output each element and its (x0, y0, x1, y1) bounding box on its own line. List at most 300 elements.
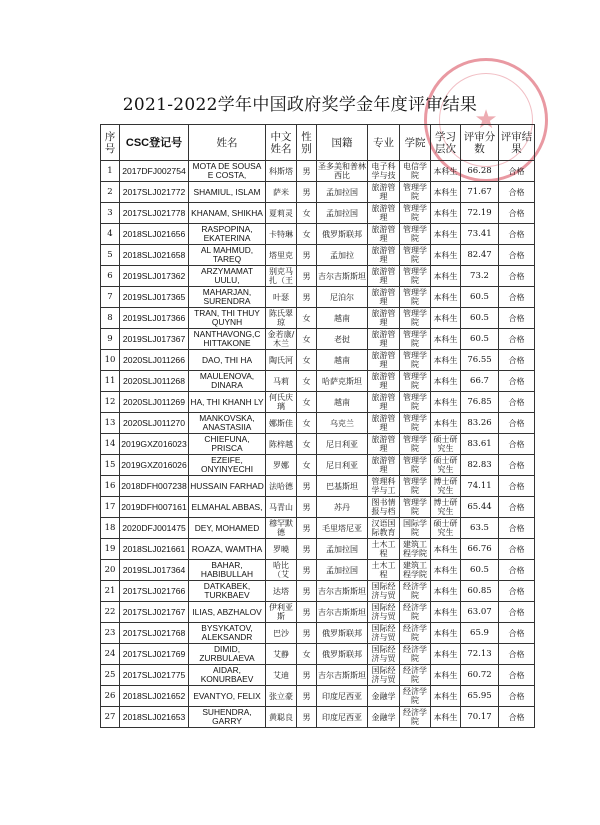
row-index-cell: 20 (101, 560, 120, 581)
result-cell: 合格 (499, 182, 535, 203)
nationality-cell: 苏丹 (317, 497, 368, 518)
study-level-cell: 本科生 (431, 665, 461, 686)
name-cell: EVANTYO, FELIX (189, 686, 266, 707)
table-row (101, 203, 535, 224)
name-cell: SUHENDRA, GARRY (189, 707, 266, 728)
college-cell: 电信学院 (400, 161, 431, 182)
name-cell: BYSYKATOV, ALEKSANDR (189, 623, 266, 644)
row-index-cell: 5 (101, 245, 120, 266)
result-cell: 合格 (499, 308, 535, 329)
results-table (100, 124, 535, 728)
gender-cell: 男 (297, 266, 317, 287)
nationality-cell: 孟加拉国 (317, 203, 368, 224)
score-cell: 72.19 (461, 203, 499, 224)
major-cell: 旅游管理 (368, 371, 400, 392)
csc-number-cell: 2019GXZ016023 (120, 434, 189, 455)
name-cell: ILIAS, ABZHALOV (189, 602, 266, 623)
header-gender: 性别 (297, 125, 317, 161)
score-cell: 74.11 (461, 476, 499, 497)
study-level-cell: 本科生 (431, 581, 461, 602)
result-cell: 合格 (499, 287, 535, 308)
chinese-name-cell: 罗娜 (266, 455, 297, 476)
result-cell: 合格 (499, 224, 535, 245)
score-cell: 70.17 (461, 707, 499, 728)
score-cell: 60.5 (461, 287, 499, 308)
chinese-name-cell: 金若康/木兰 (266, 329, 297, 350)
major-cell: 国际经济与贸 (368, 665, 400, 686)
name-cell: CHIEFUNA, PRISCA (189, 434, 266, 455)
table-row (101, 308, 535, 329)
major-cell: 旅游管理 (368, 287, 400, 308)
college-cell: 经济学院 (400, 581, 431, 602)
major-cell: 管理科学与工 (368, 476, 400, 497)
gender-cell: 女 (297, 224, 317, 245)
study-level-cell: 本科生 (431, 161, 461, 182)
major-cell: 国际经济与贸 (368, 644, 400, 665)
table-row (101, 581, 535, 602)
name-cell: EZEIFE, ONYINYECHI (189, 455, 266, 476)
college-cell: 管理学院 (400, 266, 431, 287)
header-score: 评审分数 (461, 125, 499, 161)
row-index-cell: 7 (101, 287, 120, 308)
college-cell: 经济学院 (400, 602, 431, 623)
study-level-cell: 本科生 (431, 560, 461, 581)
major-cell: 旅游管理 (368, 224, 400, 245)
nationality-cell: 俄罗斯联邦 (317, 224, 368, 245)
gender-cell: 女 (297, 434, 317, 455)
chinese-name-cell: 巴沙 (266, 623, 297, 644)
study-level-cell: 本科生 (431, 245, 461, 266)
nationality-cell: 吉尔吉斯斯坦 (317, 266, 368, 287)
result-cell: 合格 (499, 203, 535, 224)
csc-number-cell: 2020SLJ011269 (120, 392, 189, 413)
chinese-name-cell: 达塔 (266, 581, 297, 602)
chinese-name-cell: 陈氏翠琼 (266, 308, 297, 329)
header-study-level: 学习层次 (431, 125, 461, 161)
major-cell: 土木工程 (368, 539, 400, 560)
nationality-cell: 圣多美和普林西比 (318, 162, 366, 180)
chinese-name-cell: 穆罕默德 (266, 518, 297, 539)
study-level-cell: 本科生 (431, 182, 461, 203)
header-result: 评审结果 (499, 125, 535, 161)
row-index-cell: 8 (101, 308, 120, 329)
nationality-cell: 俄罗斯联邦 (317, 623, 368, 644)
study-level-cell: 本科生 (431, 539, 461, 560)
name-cell: NANTHAVONG,C HITTAKONE (189, 329, 266, 350)
major-cell: 国际经济与贸 (368, 623, 400, 644)
chinese-name-cell: 哈比（艾 (266, 560, 297, 581)
row-index-cell: 16 (101, 476, 120, 497)
chinese-name-cell: 卡特琳 (266, 224, 297, 245)
chinese-name-cell: 黄聪良 (266, 707, 297, 728)
score-cell: 66.76 (461, 539, 499, 560)
score-cell: 73.2 (461, 266, 499, 287)
college-cell: 经济学院 (400, 686, 431, 707)
college-cell: 管理学院 (400, 182, 431, 203)
chinese-name-cell: 塔里克 (266, 245, 297, 266)
table-row (101, 707, 535, 728)
major-cell: 图书情报与档 (368, 497, 400, 518)
table-row (101, 602, 535, 623)
name-cell: MANKOVSKA, ANASTASIIA (189, 413, 266, 434)
score-cell: 66.7 (461, 371, 499, 392)
table-row (101, 455, 535, 476)
score-cell: 65.44 (461, 497, 499, 518)
gender-cell: 男 (297, 287, 317, 308)
major-cell: 国际经济与贸 (368, 602, 400, 623)
csc-number-cell: 2018SLJ021656 (120, 224, 189, 245)
table-row (101, 623, 535, 644)
result-cell: 合格 (499, 518, 535, 539)
table-row (101, 392, 535, 413)
name-cell: AIDAR, KONURBAEV (189, 665, 266, 686)
nationality-cell: 印度尼西亚 (317, 686, 368, 707)
result-cell: 合格 (499, 707, 535, 728)
csc-number-cell: 2017SLJ021767 (120, 602, 189, 623)
college-cell: 管理学院 (400, 476, 431, 497)
name-cell: MAULENOVA, DINARA (189, 371, 266, 392)
chinese-name-cell: 萨米 (266, 182, 297, 203)
result-cell: 合格 (499, 434, 535, 455)
score-cell: 83.26 (461, 413, 499, 434)
seal-star-icon: ★ (474, 105, 498, 135)
csc-number-cell: 2019GXZ016026 (120, 455, 189, 476)
name-cell: AL MAHMUD, TAREQ (189, 245, 266, 266)
college-cell: 经济学院 (400, 707, 431, 728)
college-cell: 经济学院 (400, 623, 431, 644)
gender-cell: 男 (297, 665, 317, 686)
table-row (101, 686, 535, 707)
row-index-cell: 27 (101, 707, 120, 728)
chinese-name-cell: 别克马扎（王 (266, 266, 297, 287)
nationality-cell: 吉尔吉斯斯坦 (317, 665, 368, 686)
result-cell: 合格 (499, 476, 535, 497)
chinese-name-cell: 叶瑟 (266, 287, 297, 308)
score-cell: 82.47 (461, 245, 499, 266)
row-index-cell: 24 (101, 644, 120, 665)
name-cell: DAO, THI HA (189, 350, 266, 371)
name-cell: ARZYMAMAT UULU, (189, 266, 266, 287)
college-cell: 管理学院 (400, 203, 431, 224)
study-level-cell: 本科生 (431, 329, 461, 350)
score-cell: 60.5 (461, 560, 499, 581)
nationality-cell: 哈萨克斯坦 (317, 371, 368, 392)
study-level-cell: 本科生 (431, 392, 461, 413)
college-cell: 管理学院 (400, 308, 431, 329)
table-row (101, 413, 535, 434)
nationality-cell: 巴基斯坦 (317, 476, 368, 497)
chinese-name-cell: 何氏庆璃 (266, 392, 297, 413)
study-level-cell: 博士研究生 (431, 497, 461, 518)
study-level-cell: 博士研究生 (431, 476, 461, 497)
study-level-cell: 本科生 (431, 224, 461, 245)
nationality-cell: 孟加拉国 (317, 560, 368, 581)
major-cell: 旅游管理 (368, 455, 400, 476)
row-index-cell: 21 (101, 581, 120, 602)
chinese-name-cell: 艾迪 (266, 665, 297, 686)
csc-number-cell: 2020SLJ011268 (120, 371, 189, 392)
table-row (101, 434, 535, 455)
nationality-cell: 吉尔吉斯斯坦 (317, 581, 368, 602)
table-row (101, 182, 535, 203)
row-index-cell: 9 (101, 329, 120, 350)
study-level-cell: 本科生 (431, 308, 461, 329)
table-row (101, 266, 535, 287)
table-row (101, 329, 535, 350)
nationality-cell: 尼日利亚 (317, 455, 368, 476)
result-cell: 合格 (499, 581, 535, 602)
major-cell: 旅游管理 (368, 329, 400, 350)
gender-cell: 女 (297, 329, 317, 350)
row-index-cell: 17 (101, 497, 120, 518)
row-index-cell: 4 (101, 224, 120, 245)
csc-number-cell: 2017DFJ002754 (120, 161, 189, 182)
college-cell: 管理学院 (400, 224, 431, 245)
table-row (101, 497, 535, 518)
college-cell: 经济学院 (400, 644, 431, 665)
name-cell: DIMID, ZURBULAEVA (189, 644, 266, 665)
study-level-cell: 本科生 (431, 686, 461, 707)
gender-cell: 男 (297, 560, 317, 581)
result-cell: 合格 (499, 644, 535, 665)
name-cell: ELMAHAL ABBAS, (189, 497, 266, 518)
college-cell: 管理学院 (400, 350, 431, 371)
college-cell: 管理学院 (400, 329, 431, 350)
csc-number-cell: 2017SLJ021766 (120, 581, 189, 602)
csc-number-cell: 2019SLJ017365 (120, 287, 189, 308)
chinese-name-cell: 法哈德 (266, 476, 297, 497)
header-csc-number: CSC登记号 (120, 125, 189, 161)
name-cell: BAHAR, HABIBULLAH (189, 560, 266, 581)
college-cell: 管理学院 (400, 371, 431, 392)
gender-cell: 男 (297, 602, 317, 623)
major-cell: 旅游管理 (368, 266, 400, 287)
nationality-cell: 孟加拉国 (317, 182, 368, 203)
row-index-cell: 6 (101, 266, 120, 287)
study-level-cell: 本科生 (431, 707, 461, 728)
table-row (101, 476, 535, 497)
csc-number-cell: 2020SLJ011266 (120, 350, 189, 371)
result-cell: 合格 (499, 623, 535, 644)
csc-number-cell: 2018SLJ021661 (120, 539, 189, 560)
study-level-cell: 本科生 (431, 266, 461, 287)
gender-cell: 女 (297, 455, 317, 476)
row-index-cell: 11 (101, 371, 120, 392)
major-cell: 旅游管理 (368, 413, 400, 434)
major-cell: 旅游管理 (368, 308, 400, 329)
chinese-name-cell: 陈梓越 (266, 434, 297, 455)
table-row (101, 350, 535, 371)
major-cell: 旅游管理 (368, 350, 400, 371)
gender-cell: 女 (297, 350, 317, 371)
gender-cell: 女 (297, 203, 317, 224)
csc-number-cell: 2019SLJ017362 (120, 266, 189, 287)
nationality-cell: 孟加拉国 (317, 539, 368, 560)
header-college: 学院 (400, 125, 431, 161)
gender-cell: 女 (297, 371, 317, 392)
csc-number-cell: 2017SLJ021775 (120, 665, 189, 686)
gender-cell: 女 (297, 308, 317, 329)
table-row (101, 224, 535, 245)
table-row (101, 644, 535, 665)
score-cell: 82.83 (461, 455, 499, 476)
gender-cell: 女 (297, 644, 317, 665)
page-title: 2021-2022学年中国政府奖学金年度评审结果 (122, 95, 478, 115)
chinese-name-cell: 张立豪 (266, 686, 297, 707)
table-row (101, 665, 535, 686)
gender-cell: 男 (297, 182, 317, 203)
row-index-cell: 22 (101, 602, 120, 623)
score-cell: 60.5 (461, 308, 499, 329)
result-cell: 合格 (499, 497, 535, 518)
name-cell: MAHARJAN, SURENDRA (189, 287, 266, 308)
score-cell: 63.07 (461, 602, 499, 623)
name-cell: KHANAM, SHIKHA (189, 203, 266, 224)
result-cell: 合格 (499, 266, 535, 287)
row-index-cell: 18 (101, 518, 120, 539)
study-level-cell: 本科生 (431, 203, 461, 224)
score-cell: 60.85 (461, 581, 499, 602)
row-index-cell: 26 (101, 686, 120, 707)
csc-number-cell: 2019SLJ017366 (120, 308, 189, 329)
chinese-name-cell: 罗曉 (266, 539, 297, 560)
name-cell: DATKABEK, TURKBAEV (189, 581, 266, 602)
gender-cell: 男 (297, 623, 317, 644)
chinese-name-cell: 艾静 (266, 644, 297, 665)
nationality-cell: 毛里塔尼亚 (317, 518, 368, 539)
csc-number-cell: 2018SLJ021653 (120, 707, 189, 728)
college-cell: 管理学院 (400, 287, 431, 308)
result-cell: 合格 (499, 665, 535, 686)
table-header-row (101, 125, 535, 161)
nationality-cell: 老挝 (317, 329, 368, 350)
gender-cell: 男 (297, 497, 317, 518)
score-cell: 73.41 (461, 224, 499, 245)
nationality-cell: 越南 (317, 308, 368, 329)
result-cell: 合格 (499, 371, 535, 392)
study-level-cell: 本科生 (431, 413, 461, 434)
chinese-name-cell: 陶氏河 (266, 350, 297, 371)
row-index-cell: 2 (101, 182, 120, 203)
gender-cell: 男 (297, 581, 317, 602)
csc-number-cell: 2020DFJ001475 (120, 518, 189, 539)
nationality-cell: 吉尔吉斯斯坦 (317, 602, 368, 623)
study-level-cell: 硕士研究生 (431, 518, 461, 539)
study-level-cell: 本科生 (431, 623, 461, 644)
major-cell: 旅游管理 (368, 434, 400, 455)
college-cell: 建筑工程学院 (400, 539, 431, 560)
college-cell: 经济学院 (400, 665, 431, 686)
header-chinese-name: 中文姓名 (266, 125, 297, 161)
row-index-cell: 19 (101, 539, 120, 560)
header-index: 序号 (101, 125, 120, 161)
name-cell: DEY, MOHAMED (189, 518, 266, 539)
gender-cell: 男 (297, 245, 317, 266)
nationality-cell: 越南 (317, 350, 368, 371)
csc-number-cell: 2017SLJ021778 (120, 203, 189, 224)
chinese-name-cell: 伊利亚斯 (266, 602, 297, 623)
score-cell: 60.72 (461, 665, 499, 686)
table-row (101, 560, 535, 581)
score-cell: 72.13 (461, 644, 499, 665)
nationality-cell: 印度尼西亚 (317, 707, 368, 728)
csc-number-cell: 2019SLJ017367 (120, 329, 189, 350)
name-cell: RASPOPINA, EKATERINA (189, 224, 266, 245)
score-cell: 65.9 (461, 623, 499, 644)
score-cell: 65.95 (461, 686, 499, 707)
score-cell: 63.5 (461, 518, 499, 539)
gender-cell: 男 (297, 539, 317, 560)
csc-number-cell: 2017SLJ021769 (120, 644, 189, 665)
study-level-cell: 硕士研究生 (431, 434, 461, 455)
name-cell: HA, THI KHANH LY (189, 392, 266, 413)
nationality-cell: 乌克兰 (317, 413, 368, 434)
row-index-cell: 12 (101, 392, 120, 413)
major-cell: 土木工程 (368, 560, 400, 581)
major-cell: 金融学 (368, 707, 400, 728)
score-cell: 60.5 (461, 329, 499, 350)
header-major: 专业 (368, 125, 400, 161)
gender-cell: 男 (297, 161, 317, 182)
gender-cell: 男 (297, 518, 317, 539)
name-cell: HUSSAIN FARHAD (189, 476, 266, 497)
chinese-name-cell: 娜斯佳 (266, 413, 297, 434)
result-cell: 合格 (499, 392, 535, 413)
result-cell: 合格 (499, 413, 535, 434)
major-cell: 旅游管理 (368, 392, 400, 413)
result-cell: 合格 (499, 161, 535, 182)
chinese-name-cell: 马青山 (266, 497, 297, 518)
header-nationality: 国籍 (317, 125, 368, 161)
study-level-cell: 本科生 (431, 350, 461, 371)
nationality-cell: 俄罗斯联邦 (317, 644, 368, 665)
table-row (101, 539, 535, 560)
table-row (101, 371, 535, 392)
csc-number-cell: 2017SLJ021768 (120, 623, 189, 644)
header-name: 姓名 (189, 125, 266, 161)
name-cell: ROAZA, WAMTHA (189, 539, 266, 560)
chinese-name-cell: 科斯塔 (266, 161, 297, 182)
nationality-cell: 尼泊尔 (317, 287, 368, 308)
csc-number-cell: 2018SLJ021658 (120, 245, 189, 266)
chinese-name-cell: 马莉 (266, 371, 297, 392)
major-cell: 电子科学与技 (368, 161, 400, 182)
csc-number-cell: 2020SLJ011270 (120, 413, 189, 434)
major-cell: 旅游管理 (368, 182, 400, 203)
college-cell: 管理学院 (400, 245, 431, 266)
nationality-cell: 越南 (317, 392, 368, 413)
major-cell: 汉语国际教育 (368, 518, 400, 539)
major-cell: 旅游管理 (368, 245, 400, 266)
chinese-name-cell: 夏莉灵 (266, 203, 297, 224)
result-cell: 合格 (499, 245, 535, 266)
row-index-cell: 3 (101, 203, 120, 224)
csc-number-cell: 2019DFH007161 (120, 497, 189, 518)
name-cell: TRAN, THI THUY QUYNH (189, 308, 266, 329)
row-index-cell: 13 (101, 413, 120, 434)
study-level-cell: 硕士研究生 (431, 455, 461, 476)
result-cell: 合格 (499, 560, 535, 581)
row-index-cell: 14 (101, 434, 120, 455)
score-cell: 83.61 (461, 434, 499, 455)
table-body (101, 161, 535, 728)
study-level-cell: 本科生 (431, 287, 461, 308)
result-cell: 合格 (499, 350, 535, 371)
college-cell: 管理学院 (400, 455, 431, 476)
table-row (101, 287, 535, 308)
college-cell: 管理学院 (400, 413, 431, 434)
row-index-cell: 25 (101, 665, 120, 686)
